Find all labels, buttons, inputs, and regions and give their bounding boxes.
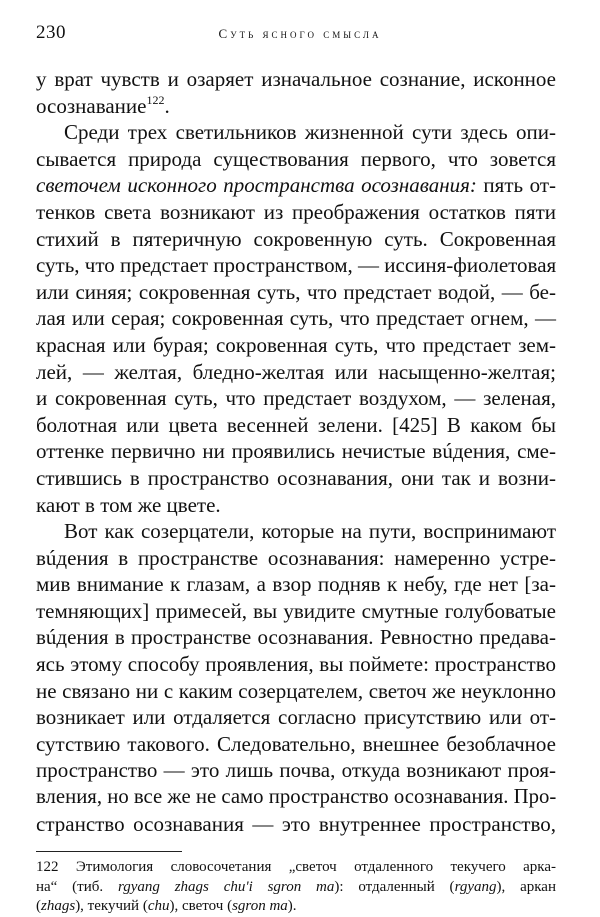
text-fragment: ).	[287, 898, 297, 914]
page-number: 230	[36, 22, 66, 43]
text-line: и сокровенная суть, что предстает воздухом, — зеленая,	[36, 386, 556, 411]
text-line: лей, — желтая, бледно-желтая или насыщенно-желтая;	[36, 359, 556, 384]
text-line: Вот как созерцатели, которые на пути, воспринимают	[64, 519, 556, 544]
text-line: лая или серая; сокровенная суть, что предстает огнем, —	[36, 306, 556, 331]
text-line: Среди трех светильников жизненной сути здесь опи-	[64, 120, 556, 145]
running-title: Суть ясного смысла	[218, 26, 382, 41]
text-line: странство осознавания — это внутреннее пространство,	[36, 811, 556, 836]
text-line: у врат чувств и озаряет изначальное сознание, исконное	[36, 67, 556, 91]
page-header	[36, 22, 564, 46]
tibetan-term: sgron ma	[232, 898, 288, 914]
footnote-divider	[36, 851, 182, 852]
text-line: вúдения в пространстве осознавания: намеренно устре-	[36, 545, 556, 570]
footnote-line	[36, 858, 556, 878]
main-text	[36, 66, 556, 837]
text-fragment: осознавание	[36, 93, 147, 118]
text-line: болотная или цвета весенней зелени. [425] В каком бы	[36, 412, 556, 437]
text-fragment: ): отдаленный (	[334, 878, 455, 895]
emphasized-term: светочем исконного пространства осознавания:	[36, 173, 477, 198]
text-fragment: ), текучий (	[75, 898, 148, 914]
footnote-line	[36, 897, 556, 917]
text-fragment: (	[36, 898, 41, 914]
text-fragment: пять от-	[476, 173, 556, 198]
text-line	[36, 172, 556, 199]
text-fragment: .	[164, 93, 170, 118]
text-line: или синяя; сокровенная суть, что предстает водой, — бе-	[36, 279, 556, 304]
text-line: вúдения в пространстве осознавания. Ревностно предава-	[36, 625, 556, 650]
text-line: ясь этому способу проявления, вы поймете: пространство	[36, 652, 556, 677]
text-line: вления, но все же не само пространство осознавания. Про-	[36, 786, 557, 809]
footnote-line	[36, 878, 556, 898]
text-line: красная или бурая; сокровенная суть, что предстает зем-	[36, 332, 556, 357]
text-line: сывается природа существования первого, что зовется	[36, 146, 556, 171]
footnote-reference: 122	[146, 92, 165, 107]
tibetan-term: chu	[147, 898, 170, 914]
text-line	[36, 93, 556, 120]
text-line: не связано ни с каким созерцателем, светоч же неуклонно	[36, 678, 556, 703]
text-line: суть, что предстает пространством, — иссиня-фиолетовая	[36, 253, 557, 278]
text-line: сутствию такового. Следовательно, внешнее безоблачное	[36, 731, 556, 756]
text-fragment: ), светоч (	[169, 898, 233, 914]
footnote	[36, 858, 556, 917]
tibetan-term: rgyang zhags chu'i sgron ma	[117, 878, 335, 895]
tibetan-term: zhags	[41, 898, 76, 914]
text-fragment: Этимология словосочетания „светоч отдаленного текучего арка-	[58, 859, 556, 875]
text-line: тенков света возникают из преображения остатков пяти	[36, 199, 556, 224]
text-fragment: ), аркан	[496, 878, 556, 895]
text-line: мив внимание к глазам, а взор подняв к небу, где нет [за-	[36, 572, 556, 597]
text-line: возникает или отдаляется согласно присутствию или от-	[36, 705, 556, 730]
tibetan-term: rgyang	[454, 878, 497, 895]
text-line: оттенке первично ни проявились нечистые вúдения, сме-	[36, 439, 556, 464]
text-line: темняющих] примесей, вы увидите смутные голубоватые	[36, 598, 556, 623]
text-line: стившись в пространство осознавания, они так и возни-	[36, 465, 556, 490]
text-line: пространство — это лишь почва, откуда возникают проя-	[36, 758, 556, 783]
footnote-number: 122	[36, 859, 59, 875]
text-line: кают в том же цвете.	[36, 492, 221, 517]
text-line: стихий в пятеричную сокровенную суть. Сокровенная	[36, 226, 556, 251]
text-fragment: на“ (тиб.	[36, 878, 118, 895]
